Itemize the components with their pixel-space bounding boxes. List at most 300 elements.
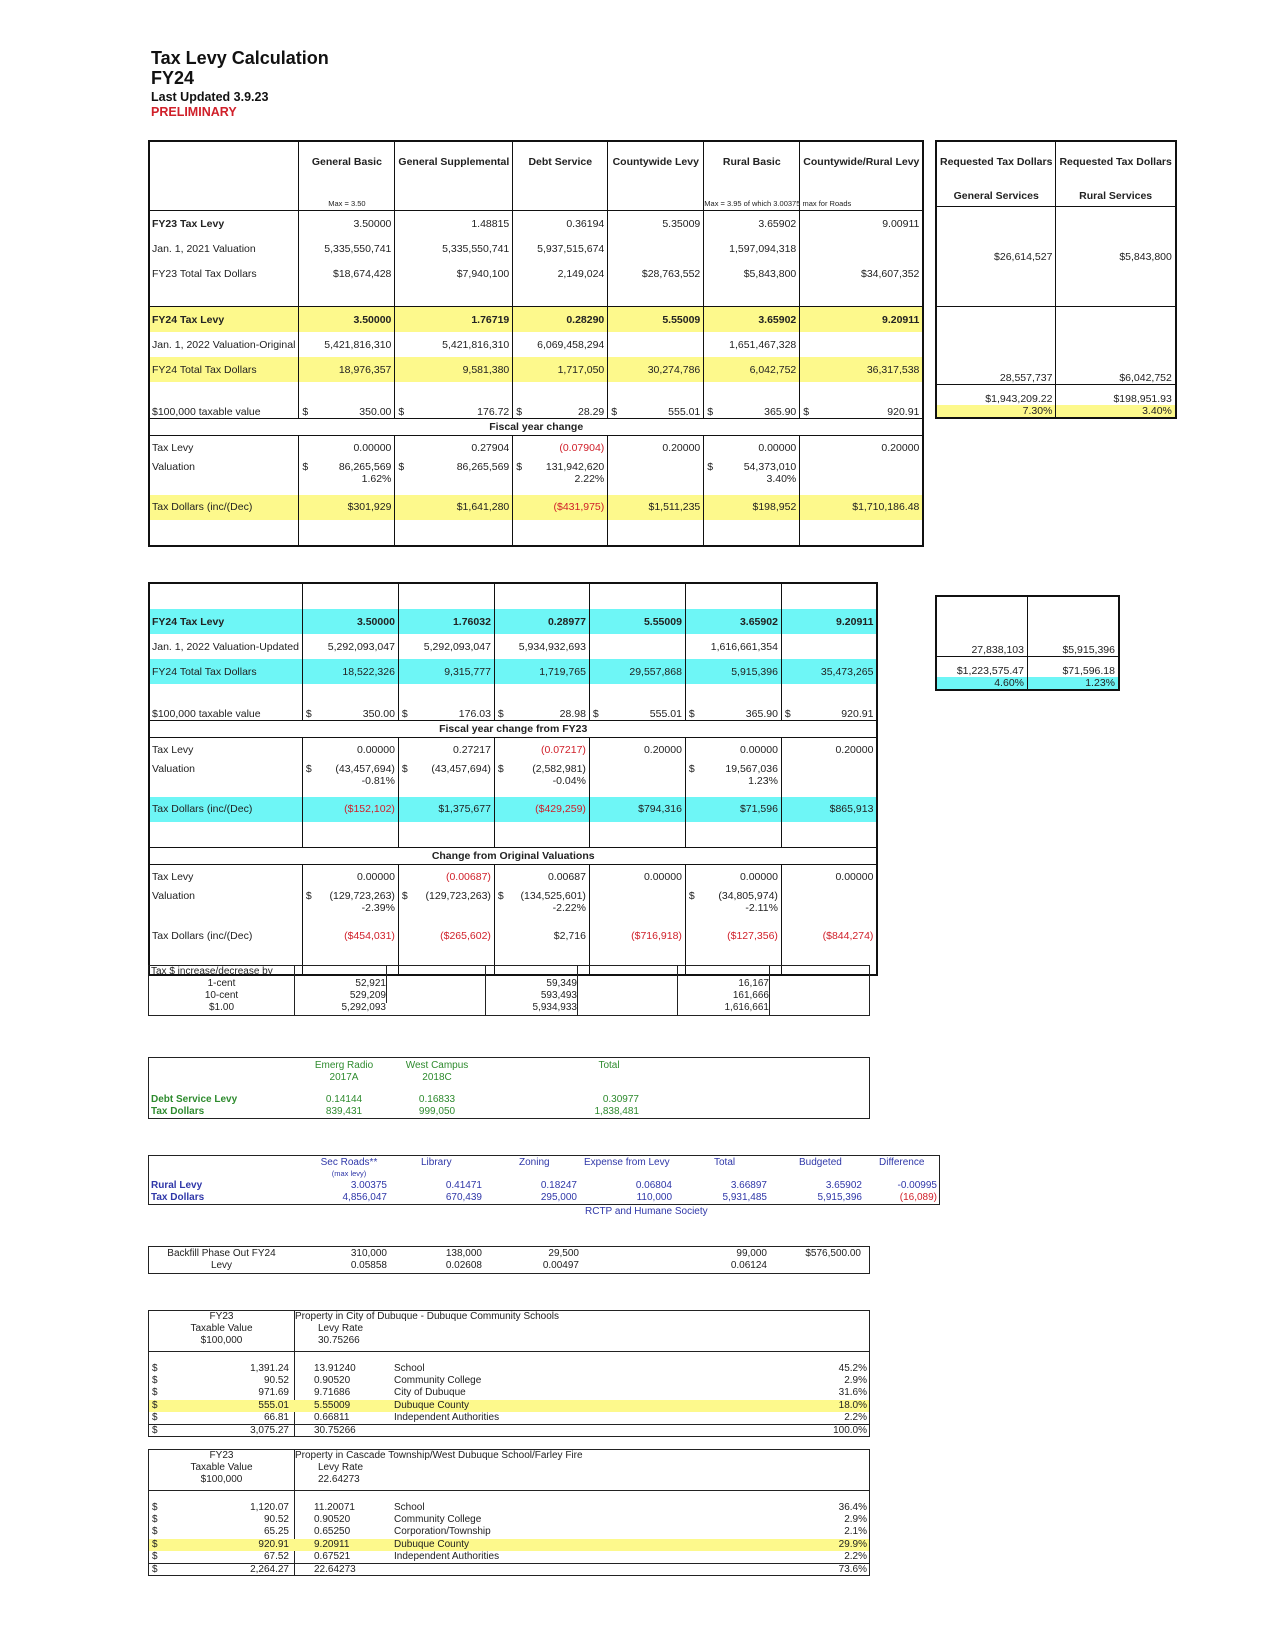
cell-table2-chg-dollars-v-4: $71,596 [685, 797, 781, 822]
cell-table2-fy24-levy-v-2: 0.28977 [494, 609, 589, 634]
cell-table2-fy24-total-v-3: 29,557,868 [589, 659, 685, 684]
cell-requested1-fy23-0: $26,614,527 [936, 207, 1056, 307]
cell-table2-chg-dollars-v-0: ($152,102) [302, 797, 398, 822]
cell-table2-fy24-levy-v-0: 3.50000 [302, 609, 398, 634]
cell-table1-fy24-total-v-2: 1,717,050 [513, 357, 608, 382]
cell-cascade-total-pct: 73.6% [838, 1563, 867, 1575]
cell-table1-chg-dollars-v-5: $1,710,186.48 [800, 495, 924, 520]
cell-table2-chg-dollars-v-1: $1,375,677 [398, 797, 494, 822]
cell-table1-chg-val-v-4: 54,373,010 [743, 460, 797, 473]
cell-backfill-row1-0: 310,000 [350, 1248, 387, 1259]
cell-rural-table-row1-5: 3.65902 [825, 1180, 862, 1191]
row-fy23-levy [149, 211, 923, 237]
section-title: Change from Original Valuations [149, 847, 877, 864]
cell-cascade-rows-2-name: Corporation/Township [394, 1526, 491, 1538]
cell-table2-val-updated-v-3 [589, 634, 685, 659]
row-orig-valuation: Valuation $ (129,723,263) -2.39% $ (129,723,263) $ (134,525,601) -2.22% $ (34,805,974) -2.11% [149, 890, 877, 924]
cell-table2-orig-dollars-v-4: ($127,356) [685, 924, 781, 949]
cell-table1-fy23-levy-v-5: 9.00911 [800, 211, 924, 237]
cell-cent-table-rural-0: 16,167 [738, 978, 769, 989]
row-change-valuation-fy23: Valuation $ (43,457,694) -0.81% $ (43,457,694) $ (2,582,981) -0.04% $ 19,567,036 1.23% [149, 763, 877, 797]
cell-rural-table-headers-3: Expense from Levy [584, 1157, 670, 1168]
cell-requested1-col1-sub: General Services [953, 190, 1039, 202]
cell-requested1-change-0: $1,943,209.22 [936, 385, 1056, 406]
cell-dubuque-rate: 30.75266 [318, 1335, 360, 1346]
cell-dubuque-rows-4-name: Independent Authorities [394, 1411, 500, 1423]
cell-table2-fy24-levy-v-3: 5.55009 [589, 609, 685, 634]
cell-cascade-rows-3-pct: 29.9% [838, 1538, 867, 1550]
cell-table1-val-2021-v-0: 5,335,550,741 [299, 236, 395, 261]
cell-cascade-rows-1-amt: 90.52 [263, 1514, 289, 1526]
levy-table-updated [148, 582, 878, 976]
levy-table-original [148, 140, 924, 547]
cell-rural-table-row2-3: 110,000 [636, 1192, 672, 1203]
cell-rural-table-row1-3: 0.06804 [635, 1180, 672, 1191]
cell-dubuque-total-pct: 100.0% [833, 1424, 867, 1436]
cell-table2-orig-dollars-v-3: ($716,918) [589, 924, 685, 949]
cell-cascade-rate: 22.64273 [318, 1474, 360, 1485]
cell-dubuque-total-amt: 3,075.27 [250, 1424, 289, 1436]
cell-columns-rural-basic-note: Max = 3.95 of which 3.00375 max for Roads [704, 199, 852, 208]
col-countywide-rural: Countywide/Rural Levy [800, 141, 924, 211]
cell-table2-taxable-v-1: 176.03 [458, 707, 491, 720]
cell-requested1-pct-1: 3.40% [1056, 405, 1176, 418]
title-line: Tax Levy Calculation [151, 48, 329, 68]
cell-backfill-row2-3: 0.06124 [730, 1260, 767, 1271]
cell-table1-taxable-v-2: 28.29 [578, 405, 605, 418]
cell-table1-chg-val-pct-4: 3.40% [766, 472, 797, 485]
cell-rural-table-headers-0: Sec Roads** [320, 1157, 378, 1168]
cell-cent-table-rural-2: 1,616,661 [724, 1002, 769, 1013]
cell-table2-orig-val-pct-4: -2.11% [745, 901, 778, 914]
cell-dubuque-rate-label: Levy Rate [318, 1323, 364, 1334]
cell-dubuque-rows-1-pct: 2.9% [844, 1375, 867, 1387]
cell-table1-val-2021-label: Jan. 1, 2021 Valuation [149, 236, 299, 261]
cell-table1-chg-dollars-label: Tax Dollars (inc/(Dec) [149, 495, 299, 520]
cell-table2-orig-dollars-v-2: $2,716 [494, 924, 589, 949]
cell-table1-val-2022-v-5 [800, 332, 924, 357]
cell-cent-table-rows-0: 1-cent [207, 978, 236, 989]
cell-table1-val-2021-v-3 [608, 236, 704, 261]
cell-table2-fy24-total-v-1: 9,315,777 [398, 659, 494, 684]
cell-table2-chg-levy-v-3: 0.20000 [589, 737, 685, 763]
cell-requested2-fy24-1: $5,915,396 [1028, 596, 1120, 656]
cell-table2-taxable-v-2: 28.98 [559, 707, 586, 720]
cell-backfill-row2-1: 0.02608 [445, 1260, 482, 1271]
cell-backfill-row2-2: 0.00497 [542, 1260, 579, 1271]
cell-table2-taxable-v-3: 555.01 [649, 707, 682, 720]
cell-table2-chg-val-v-0: (43,457,694) [335, 762, 395, 775]
cell-table1-val-2022-label: Jan. 1, 2022 Valuation-Original [149, 332, 299, 357]
row-fy24-total [149, 357, 923, 382]
cell-table1-fy23-levy-v-1: 1.48815 [395, 211, 513, 237]
cell-debt-table-row1-2: 0.30977 [602, 1094, 639, 1105]
cell-table2-val-updated-v-5 [781, 634, 877, 659]
cell-cascade-total-rate: 22.64273 [314, 1563, 356, 1575]
cell-table1-val-2021-v-4: 1,597,094,318 [704, 236, 800, 261]
page-title [151, 48, 329, 88]
row-taxable-value: $100,000 taxable value $ 350.00 $ 176.72 $ 28.29 $ 555.01 $ 365.90 $ 920.91 [149, 382, 923, 418]
cell-dubuque-rows-3-pct: 18.0% [838, 1399, 867, 1411]
cell-cascade-rows-0-amt: 1,120.07 [250, 1502, 289, 1513]
cell-columns-rural-basic: Rural Basic [722, 156, 781, 168]
cell-cent-table-general-2: 5,292,093 [341, 1002, 386, 1013]
cell-table2-chg-val-label: Valuation [149, 763, 302, 797]
cell-table2-orig-levy-v-2: 0.00687 [494, 864, 589, 890]
cell-table1-fy23-total-label: FY23 Total Tax Dollars [149, 261, 299, 286]
cell-table2-fy24-total-label: FY24 Total Tax Dollars [149, 659, 302, 684]
cell-backfill-row1-2: 29,500 [548, 1248, 579, 1259]
cell-backfill-label1: Backfill Phase Out FY24 [167, 1248, 276, 1259]
row-valuation-2021 [149, 236, 923, 261]
cell-table1-fy24-total-v-1: 9,581,380 [395, 357, 513, 382]
cell-dubuque-rows-3-name: Dubuque County [394, 1399, 470, 1411]
cell-table2-chg-val-v-1: (43,457,694) [431, 762, 491, 775]
cell-table1-fy23-total-v-1: $7,940,100 [395, 261, 513, 286]
cell-rural-table-row2-0: 4,856,047 [342, 1192, 387, 1203]
cell-dubuque-rows-4-pct: 2.2% [844, 1411, 867, 1423]
cell-table1-fy24-levy-v-3: 5.55009 [608, 307, 704, 333]
cell-backfill-row1-1: 138,000 [445, 1248, 482, 1259]
cell-debt-table-row2-1: 999,050 [418, 1106, 456, 1117]
cell-table2-orig-levy-v-1: (0.00687) [398, 864, 494, 890]
cell-dubuque-h2: Taxable Value [190, 1323, 253, 1334]
cell-table2-orig-dollars-v-0: ($454,031) [302, 924, 398, 949]
cell-cascade-total-amt: 2,264.27 [250, 1563, 289, 1575]
cell-cent-table-rows-2: $1.00 [208, 1002, 235, 1013]
row-fy24-levy-updated [149, 609, 877, 634]
cell-cent-table-general-0: 52,921 [355, 978, 386, 989]
cell-table2-orig-val-v-0: (129,723,263) [329, 889, 395, 902]
cell-table2-taxable-v-5: 920.91 [841, 707, 874, 720]
cell-dubuque-rows-2-name: City of Dubuque [394, 1387, 466, 1399]
cell-table2-orig-dollars-v-1: ($265,602) [398, 924, 494, 949]
cell-table1-fy23-levy-v-0: 3.50000 [299, 211, 395, 237]
cell-dubuque-rows-0-pct: 45.2% [838, 1363, 867, 1374]
cell-cascade-rows-4-rate: 0.67521 [314, 1550, 351, 1562]
cell-table1-chg-dollars-v-3: $1,511,235 [608, 495, 704, 520]
cell-cascade-rows-3-rate: 9.20911 [314, 1538, 350, 1550]
cell-table2-taxable-label: $100,000 taxable value [149, 684, 302, 720]
cell-debt-table-row2-label: Tax Dollars [151, 1106, 205, 1117]
cell-table1-fy24-total-v-0: 18,976,357 [299, 357, 395, 382]
cell-table1-val-2022-v-2: 6,069,458,294 [513, 332, 608, 357]
cell-table1-fy24-total-v-4: 6,042,752 [704, 357, 800, 382]
cell-cascade-rows-0-name: School [394, 1502, 425, 1513]
cell-cent-table-general-1: 529,209 [349, 990, 386, 1001]
cell-cent-table-debt-2: 5,934,933 [532, 1002, 577, 1013]
cell-requested1-col2-sub: Rural Services [1079, 190, 1153, 202]
cell-table2-val-updated-v-1: 5,292,093,047 [398, 634, 494, 659]
cell-table2-orig-dollars-v-5: ($844,274) [781, 924, 877, 949]
cell-table1-fy24-total-label: FY24 Total Tax Dollars [149, 357, 299, 382]
cell-requested2-fy24-0: 27,838,103 [936, 596, 1028, 656]
cell-dubuque-rows-2-amt: 971.69 [258, 1387, 289, 1399]
cell-table2-taxable-v-0: 350.00 [362, 707, 395, 720]
cell-cascade-rows-0-pct: 36.4% [838, 1502, 867, 1513]
cell-table2-orig-levy-v-3: 0.00000 [589, 864, 685, 890]
cell-cascade-rows-2-amt: 65.25 [263, 1526, 289, 1538]
cell-table1-fy24-levy-v-2: 0.28290 [513, 307, 608, 333]
cell-table1-taxable-v-0: 350.00 [359, 405, 392, 418]
cell-cascade-rows-4-name: Independent Authorities [394, 1550, 500, 1562]
cell-table1-fy23-total-v-4: $5,843,800 [704, 261, 800, 286]
cell-cascade-rate-label: Levy Rate [318, 1462, 364, 1473]
cell-table1-chg-val-v-2: 131,942,620 [545, 460, 605, 473]
cell-dubuque-rows-2-pct: 31.6% [838, 1387, 867, 1399]
cell-table2-val-updated-v-2: 5,934,932,693 [494, 634, 589, 659]
cell-requested1-fy23-1: $5,843,800 [1056, 207, 1176, 307]
cell-debt-table-row1-label: Debt Service Levy [151, 1094, 238, 1105]
cell-table1-chg-levy-v-0: 0.00000 [299, 435, 395, 461]
cell-dubuque-rows-4-amt: 66.81 [263, 1411, 289, 1423]
cell-requested2-pct-1: 1.23% [1028, 677, 1120, 690]
cell-table2-chg-levy-label: Tax Levy [149, 737, 302, 763]
cell-table2-fy24-total-v-5: 35,473,265 [781, 659, 877, 684]
row-change-levy-fy23 [149, 737, 877, 763]
cell-table1-chg-levy-v-4: 0.00000 [704, 435, 800, 461]
cell-table1-val-2022-v-3 [608, 332, 704, 357]
cell-table2-chg-dollars-v-5: $865,913 [781, 797, 877, 822]
cell-cascade-rows-4-pct: 2.2% [844, 1550, 867, 1562]
cell-cascade-h3: $100,000 [200, 1474, 243, 1485]
col-countywide-levy: Countywide Levy [608, 141, 704, 211]
cell-table1-chg-levy-label: Tax Levy [149, 435, 299, 461]
cell-table1-taxable-v-5: 920.91 [887, 405, 920, 418]
cell-table2-fy24-total-v-2: 1,719,765 [494, 659, 589, 684]
cell-cent-table-rows-1: 10-cent [204, 990, 239, 1001]
cell-rural-table-row1-1: 0.41471 [445, 1180, 482, 1191]
cell-rural-table-headers-4: Total [714, 1157, 736, 1168]
row-change-valuation: Valuation $ 86,265,569 1.62% $ 86,265,569 $ 131,942,620 2.22% $ 54,373,010 3.40% [149, 461, 923, 495]
cell-table1-chg-dollars-v-1: $1,641,280 [395, 495, 513, 520]
cell-dubuque-h1: FY23 [209, 1311, 234, 1322]
last-updated: Last Updated 3.9.23 [151, 90, 269, 104]
cell-table2-chg-levy-v-2: (0.07217) [494, 737, 589, 763]
cell-table1-val-2021-v-2: 5,937,515,674 [513, 236, 608, 261]
row-valuation-2022-original [149, 332, 923, 357]
cell-table2-val-updated-v-4: 1,616,661,354 [685, 634, 781, 659]
cell-requested1-fy24-0: 28,557,737 [936, 307, 1056, 385]
cell-cent-table-debt-1: 593,493 [540, 990, 577, 1001]
status-label: PRELIMINARY [151, 105, 237, 119]
cell-rural-table-row1-2: 0.18247 [540, 1180, 577, 1191]
cell-table2-chg-val-pct-2: -0.04% [552, 774, 586, 787]
cell-table1-fy24-levy-v-0: 3.50000 [299, 307, 395, 333]
cell-rural-table-row1-4: 3.66897 [730, 1180, 767, 1191]
cent-increase-table [148, 965, 870, 1016]
cell-table2-chg-levy-v-1: 0.27217 [398, 737, 494, 763]
cell-table1-chg-val-v-1: 86,265,569 [456, 460, 510, 473]
cell-requested2-pct-0: 4.60% [936, 677, 1028, 690]
row-change-levy [149, 435, 923, 461]
cell-table1-chg-levy-v-1: 0.27904 [395, 435, 513, 461]
cell-table2-orig-val-v-1: (129,723,263) [425, 889, 491, 902]
cell-table1-val-2022-v-0: 5,421,816,310 [299, 332, 395, 357]
cell-cent-table-rural-1: 161,666 [732, 990, 769, 1001]
cell-table2-chg-dollars-label: Tax Dollars (inc/(Dec) [149, 797, 302, 822]
cell-table1-fy24-levy-label: FY24 Tax Levy [149, 307, 299, 333]
col-general-supplemental: General Supplemental [395, 141, 513, 211]
cell-backfill-row1-4: $576,500.00 [805, 1248, 861, 1259]
cell-rural-table-row2-1: 670,439 [445, 1192, 482, 1203]
row-orig-dollars [149, 924, 877, 949]
cell-table1-val-2021-v-1: 5,335,550,741 [395, 236, 513, 261]
cell-table1-chg-val-label: Valuation [149, 461, 299, 495]
cell-backfill-label2: Levy [210, 1260, 233, 1271]
cell-table1-val-2022-v-1: 5,421,816,310 [395, 332, 513, 357]
row-fy24-total-updated [149, 659, 877, 684]
cell-cascade-rows-2-rate: 0.65250 [314, 1526, 351, 1538]
section-title: Fiscal year change [149, 418, 923, 435]
cell-rural-table-row2-label: Tax Dollars [151, 1192, 205, 1203]
cell-table1-taxable-v-1: 176.72 [477, 405, 510, 418]
cell-dubuque-rows-0-rate: 13.91240 [314, 1363, 356, 1374]
cell-table1-fy24-levy-v-5: 9.20911 [800, 307, 924, 333]
cell-table2-chg-val-pct-4: 1.23% [748, 774, 778, 787]
cell-dubuque-title: Property in City of Dubuque - Dubuque Community Schools [295, 1311, 560, 1322]
cell-debt-table-row1-0: 0.14144 [325, 1094, 363, 1105]
cell-cascade-title: Property in Cascade Township/West Dubuque School/Farley Fire [295, 1450, 583, 1461]
cell-rural-table-sec-note: (max levy) [331, 1169, 367, 1178]
cell-table2-orig-val-pct-2: -2.22% [552, 901, 586, 914]
cell-table2-chg-dollars-v-3: $794,316 [589, 797, 685, 822]
cell-cascade-rows-2-pct: 2.1% [844, 1526, 867, 1538]
cascade-property-table: FY23 Taxable Value $100,000 Property in Cascade Township/West Dubuque School/Farley Fire Levy Rate 22.64273 $ 1,120.07 11.20071 School 36.4% $ 90.52 0.90520 Community College 2.9% $ 65.25 0.65250 Corporation/Township 2.1% $ 920.91 9.20911 Dubuque County 29.9% $ 67.52 0.67521 Independent Authorities 2.2% $ 2,264.27 22.64273 73.6% [148, 1449, 870, 1576]
cell-table2-chg-dollars-v-2: ($429,259) [494, 797, 589, 822]
cell-rural-table-row2-6: (16,089) [899, 1192, 937, 1203]
cell-cascade-rows-1-name: Community College [394, 1514, 482, 1526]
row-fy23-total [149, 261, 923, 286]
col-debt-service: Debt Service [513, 141, 608, 211]
cell-table1-chg-levy-v-3: 0.20000 [608, 435, 704, 461]
cell-rural-table-row1-6: -0.00995 [897, 1180, 937, 1191]
cell-requested2-change-0: $1,223,575.47 [936, 656, 1028, 677]
row-valuation-updated [149, 634, 877, 659]
cell-dubuque-rows-3-rate: 5.55009 [314, 1399, 351, 1411]
cell-cascade-rows-1-pct: 2.9% [844, 1514, 867, 1526]
dubuque-property-table: FY23 Taxable Value $100,000 Property in City of Dubuque - Dubuque Community Schools Levy Rate 30.75266 $ 1,391.24 13.91240 School 45.2% $ 90.52 0.90520 Community College 2.9% $ 971.69 9.71686 City of Dubuque 31.6% $ 555.01 5.55009 Dubuque County 18.0% $ 66.81 0.66811 Independent Authorities 2.2% $ 3,075.27 30.75266 100.0% [148, 1310, 870, 1437]
section-title: Fiscal year change from FY23 [149, 720, 877, 737]
cell-rural-table-headers-5: Budgeted [799, 1157, 842, 1168]
cell-dubuque-rows-3-amt: 555.01 [258, 1399, 289, 1411]
cell-table2-chg-levy-v-5: 0.20000 [781, 737, 877, 763]
cell-rural-table-headers-6: Difference [879, 1157, 925, 1168]
cell-dubuque-rows-1-amt: 90.52 [263, 1375, 289, 1387]
cell-table1-taxable-label: $100,000 taxable value [149, 382, 299, 418]
cell-backfill-row2-0: 0.05858 [350, 1260, 387, 1271]
cell-rural-table-row2-4: 5,931,485 [722, 1192, 767, 1203]
cell-debt-table-row1-1: 0.16833 [418, 1094, 456, 1105]
cell-table1-chg-dollars-v-2: ($431,975) [513, 495, 608, 520]
cell-table1-fy24-total-v-5: 36,317,538 [800, 357, 924, 382]
cell-debt-table-col2: West Campus [405, 1060, 469, 1071]
cell-table1-chg-val-pct-2: 2.22% [574, 472, 605, 485]
backfill-table [148, 1246, 870, 1274]
cell-table1-fy24-total-v-3: 30,274,786 [608, 357, 704, 382]
cell-requested1-fy24-1: $6,042,752 [1056, 307, 1176, 385]
cell-table2-chg-levy-v-0: 0.00000 [302, 737, 398, 763]
cell-rural-table-row1-0: 3.00375 [350, 1180, 387, 1191]
cell-table1-fy23-total-v-5: $34,607,352 [800, 261, 924, 286]
cell-dubuque-rows-2-rate: 9.71686 [314, 1387, 351, 1399]
cell-cascade-rows-4-amt: 67.52 [263, 1550, 289, 1562]
cell-table2-orig-dollars-label: Tax Dollars (inc/(Dec) [149, 924, 302, 949]
fiscal-year: FY24 [151, 68, 195, 88]
col-rural-basic [704, 141, 852, 211]
cell-debt-table-row2-0: 839,431 [325, 1106, 363, 1117]
cell-debt-table-col1: Emerg Radio [314, 1060, 374, 1071]
cell-requested2-change-1: $71,596.18 [1028, 656, 1120, 677]
cell-table2-orig-val-v-2: (134,525,601) [520, 889, 586, 902]
cell-table1-chg-dollars-v-4: $198,952 [704, 495, 800, 520]
cell-table2-fy24-levy-v-1: 1.76032 [398, 609, 494, 634]
cell-table2-taxable-v-4: 365.90 [745, 707, 778, 720]
cell-cascade-rows-0-rate: 11.20071 [314, 1502, 355, 1513]
cell-table2-fy24-total-v-4: 5,915,396 [685, 659, 781, 684]
cell-table2-chg-levy-v-4: 0.00000 [685, 737, 781, 763]
cell-table2-chg-val-v-4: 19,567,036 [725, 762, 778, 775]
cell-table1-val-2021-v-5 [800, 236, 924, 261]
cell-cascade-h2: Taxable Value [190, 1462, 253, 1473]
cell-requested1-pct-0: 7.30% [936, 405, 1056, 418]
row-fy24-levy [149, 307, 923, 333]
cell-table1-fy23-levy-label: FY23 Tax Levy [149, 211, 299, 237]
cell-table2-chg-val-pct-0: -0.81% [361, 774, 395, 787]
row-change-dollars-fy23 [149, 797, 877, 822]
cell-requested1-change-1: $198,951.93 [1056, 385, 1176, 406]
cell-table1-val-2022-v-4: 1,651,467,328 [704, 332, 800, 357]
cell-dubuque-total-rate: 30.75266 [314, 1424, 356, 1436]
cell-table1-chg-levy-v-2: (0.07904) [513, 435, 608, 461]
cell-dubuque-rows-0-amt: 1,391.24 [250, 1363, 289, 1374]
cell-cent-table-debt-0: 59,349 [546, 978, 577, 989]
cell-table1-fy23-levy-v-3: 5.35009 [608, 211, 704, 237]
cell-debt-table-col3: Total [598, 1060, 620, 1071]
col-general-basic [299, 141, 395, 211]
cell-table2-orig-val-label: Valuation [149, 890, 302, 924]
cell-dubuque-rows-1-rate: 0.90520 [314, 1375, 351, 1387]
cell-cent-table-label: Tax $ increase/decrease by [151, 966, 273, 977]
cell-table1-chg-val-v-0: 86,265,569 [338, 460, 392, 473]
cell-table2-orig-levy-v-5: 0.00000 [781, 864, 877, 890]
cell-table2-fy24-levy-v-5: 9.20911 [781, 609, 877, 634]
cell-table1-chg-dollars-v-0: $301,929 [299, 495, 395, 520]
cell-rural-table-row2-5: 5,915,396 [817, 1192, 862, 1203]
row-orig-levy [149, 864, 877, 890]
cell-table1-fy24-levy-v-1: 1.76719 [395, 307, 513, 333]
cell-cascade-rows-3-name: Dubuque County [394, 1538, 470, 1550]
requested-tax-dollars-table [935, 140, 1177, 419]
cell-table1-chg-val-pct-0: 1.62% [361, 472, 392, 485]
row-taxable-value-updated: $100,000 taxable value $ 350.00 $ 176.03 $ 28.98 $ 555.01 $ 365.90 $ 920.91 [149, 684, 877, 720]
cell-requested1-col1-title: Requested Tax Dollars [940, 156, 1053, 168]
cell-table2-fy24-levy-v-4: 3.65902 [685, 609, 781, 634]
requested-tax-dollars-updated [935, 595, 1120, 691]
cell-table1-fy23-total-v-0: $18,674,428 [299, 261, 395, 286]
cell-rural-table-row1-label: Rural Levy [151, 1180, 203, 1191]
cell-table2-fy24-total-v-0: 18,522,326 [302, 659, 398, 684]
cell-table1-taxable-v-4: 365.90 [764, 405, 797, 418]
cell-debt-table-col2b: 2018C [422, 1072, 452, 1083]
cell-columns-general-basic: General Basic [311, 156, 382, 168]
cell-table2-orig-val-v-4: (34,805,974) [718, 889, 778, 902]
cell-rural-table-row2-2: 295,000 [540, 1192, 577, 1203]
cell-table2-orig-levy-v-4: 0.00000 [685, 864, 781, 890]
rural-footnote: RCTP and Humane Society [585, 1206, 708, 1217]
cell-table1-fy23-total-v-3: $28,763,552 [608, 261, 704, 286]
cell-table2-fy24-levy-label: FY24 Tax Levy [149, 609, 302, 634]
